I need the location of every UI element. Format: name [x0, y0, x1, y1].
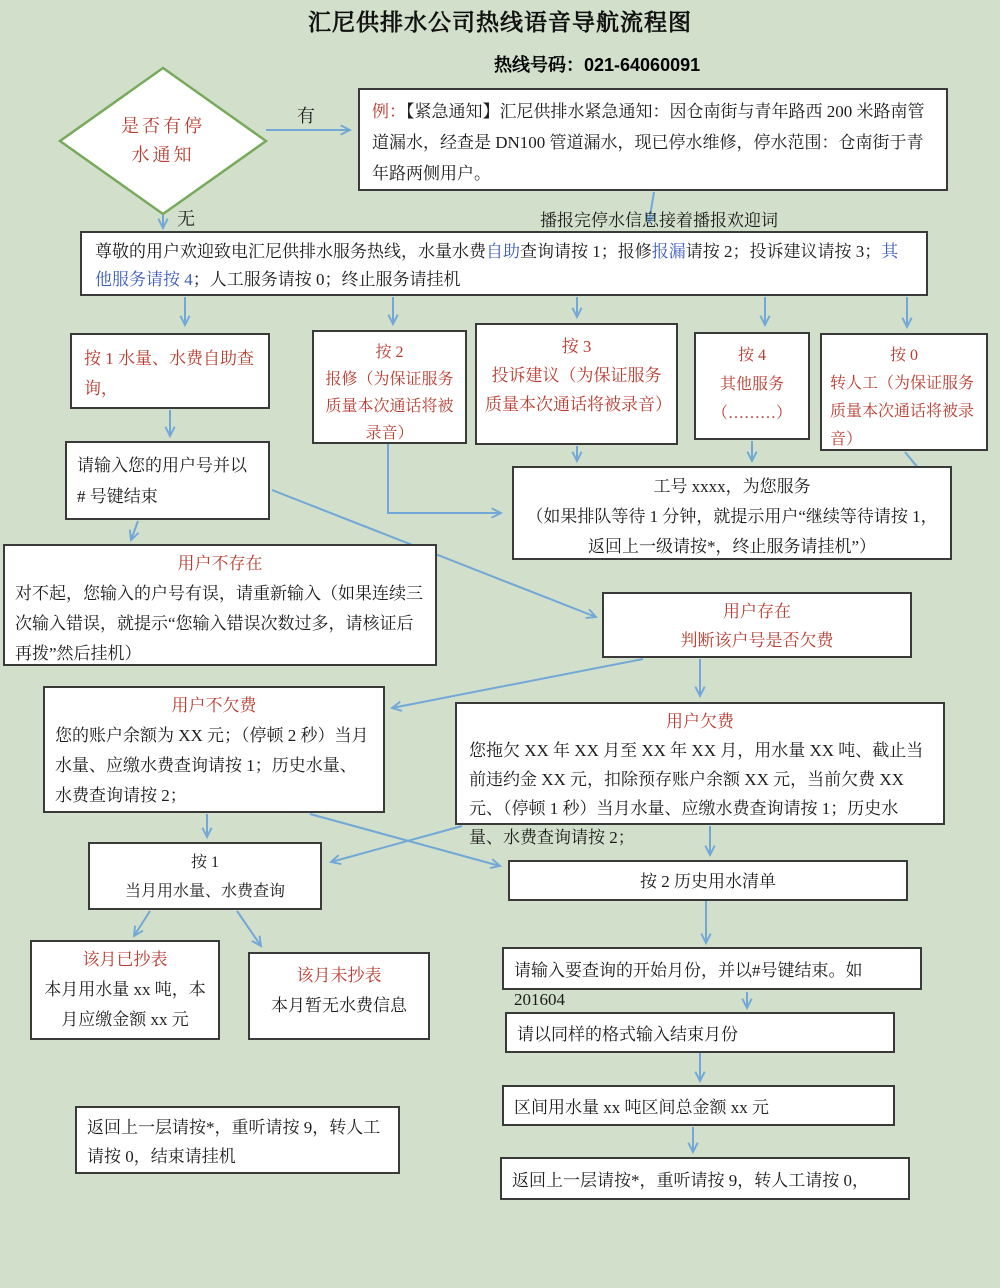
meter-read-box: 该月已抄表 本月用水量 xx 吨，本月应缴金额 xx 元 [30, 940, 220, 1040]
return-menu-box: 返回上一层请按*，重听请按 9，转人工请按 0， [500, 1157, 910, 1200]
hotline-number: 热线号码：021-64060091 [494, 55, 701, 75]
user-arrears-box: 用户欠费 您拖欠 XX 年 XX 月至 XX 年 XX 月，用水量 XX 吨、截止当前违约金 XX 元，扣除预存账户余额 XX 元，当前欠费 XX 元、（停顿 1 秒）当月水量、应缴水费查询请按 1；历史水量、水费查询请按 2； [455, 702, 945, 825]
press2-history-box: 按 2 历史用水清单 [508, 860, 908, 901]
user-exist-box: 用户存在 判断该户号是否欠费 [602, 592, 912, 658]
option-press3-box: 按 3 投诉建议（为保证服务质量本次通话将被录音） [475, 323, 678, 445]
return-menu-hangup-box: 返回上一层请按*，重听请按 9，转人工请按 0，结束请挂机 [75, 1106, 400, 1174]
meter-not-read-box: 该月未抄表 本月暂无水费信息 [248, 952, 430, 1040]
user-no-arrears-box: 用户不欠费 您的账户余额为 XX 元；（停顿 2 秒）当月水量、应缴水费查询请按 1；历史水量、水费查询请按 2； [43, 686, 385, 813]
press1-current-month-box: 按 1 当月用水量、水费查询 [88, 842, 322, 910]
option-press2-box: 按 2 报修（为保证服务质量本次通话将被录音） [312, 330, 467, 444]
option-press4-box: 按 4 其他服务 （………） [694, 332, 810, 440]
branch-no-label: 无 [177, 209, 195, 229]
branch-yes-label: 有 [297, 106, 315, 126]
decision-label: 是否有停 水通知 [121, 116, 205, 165]
welcome-message-box: 尊敬的用户欢迎致电汇尼供排水服务热线，水量水费自助查询请按 1；报修报漏请按 2；投诉建议请按 3；其他服务请按 4；人工服务请按 0；终止服务请挂机 [80, 231, 928, 296]
range-total-box: 区间用水量 xx 吨区间总金额 xx 元 [502, 1085, 895, 1126]
enter-user-number-box: 请输入您的用户号并以 # 号键结束 [65, 441, 270, 520]
page-title: 汇尼供排水公司热线语音导航流程图 [308, 10, 692, 35]
emergency-notice-box: 例：【紧急通知】汇尼供排水紧急通知：因仓南街与青年路西 200 米路南管道漏水，经查是 DN100 管道漏水，现已停水维修，停水范围：仓南街于青年路两侧用户。 [358, 88, 948, 191]
broadcast-label: 播报完停水信息接着播报欢迎词 [540, 211, 778, 230]
start-month-box: 请输入要查询的开始月份，并以#号键结束。如 201604 [502, 947, 922, 990]
option-press0-box: 按 0 转人工（为保证服务质量本次通话将被录音） [820, 333, 988, 451]
user-not-exist-box: 用户不存在 对不起，您输入的户号有误，请重新输入（如果连续三次输入错误，就提示“您输入错误次数过多，请核证后再拨”然后挂机） [3, 544, 437, 666]
agent-service-box: 工号 xxxx，为您服务 （如果排队等待 1 分钟，就提示用户“继续等待请按 1，返回上一级请按*，终止服务请挂机”） [512, 466, 952, 560]
option-press1-box: 按 1 水量、水费自助查询， [70, 333, 270, 409]
end-month-box: 请以同样的格式输入结束月份 [505, 1012, 895, 1053]
